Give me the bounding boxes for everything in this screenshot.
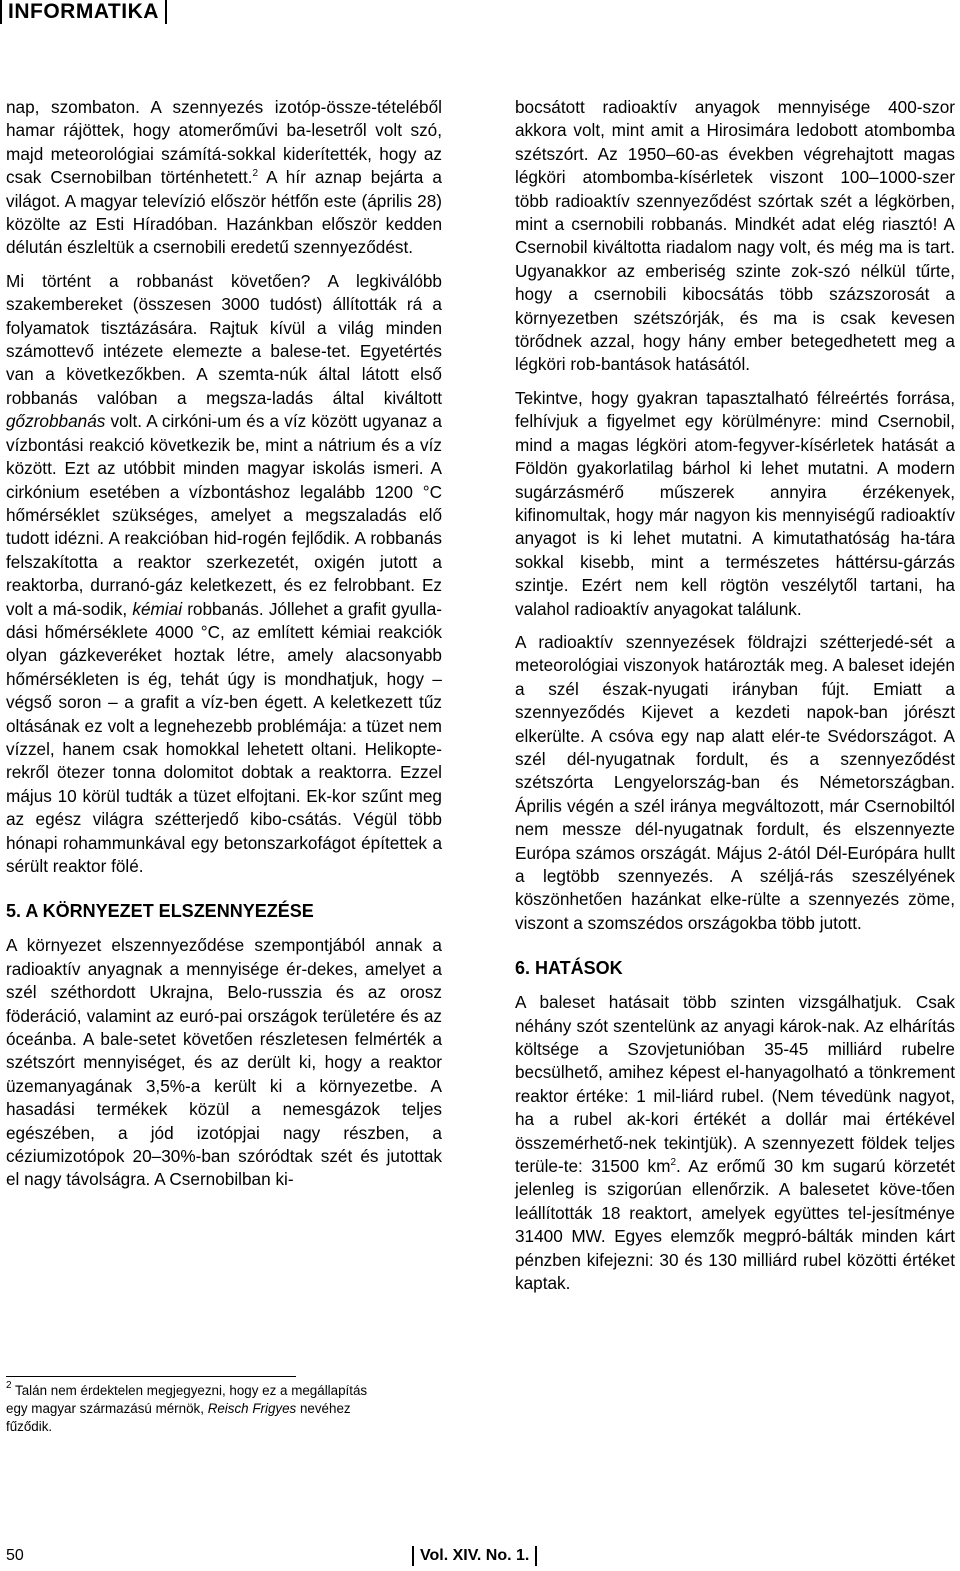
text-run: A baleset hatásait több szinten vizsgálhatjuk. Csak néhány szót szentelünk az anyagi károk-nak. Az elhárítás költsége a Szovjetunióban 35-45 milliárd rubelre becsülhető, amihez képest el-hanyagolható a tönkrement reaktor értéke: 1 mil-liárd rubel. (Nem tévedünk nagyot, ha a rubel ak-kori értékét a dollár mai értékével összemérhető-nek tekintjük). A szennyezett földek teljes terüle-te: 31500 km	[515, 992, 955, 1177]
text-run: nap, szombaton. A szennyezés izotóp-össze-tételéből hamar rájöttek, hogy atomerőművi ba-lesetről volt szó, majd meteorológiai számítá-sokkal kiderítették, hogy az csak Csernobilban történhetett.	[6, 97, 442, 188]
volume-label: Vol. XIV. No. 1.	[412, 1546, 537, 1566]
right-column	[515, 96, 955, 1296]
text-run: Mi történt a robbanást követően? A legkiválóbb szakembereket (összesen 3000 tudóst) állították rá a folyamatok tisztázására. Rajtuk kívül a világ minden számottevő intézete elemezte a balese-tet. Egyetértés van a következőkben. A szemta-núk által látott első robbanás valóban a megsza-ladás által kiváltott	[6, 270, 442, 408]
section-label: INFORMATIKA	[0, 0, 167, 24]
paragraph: Tekintve, hogy gyakran tapasztalható félreértés forrása, felhívjuk a figyelmet egy körülményre: mind Csernobil, mind a magas légköri atom-fegyver-kísérletek hatását a Földön gyakorlatilag bárhol ki lehet mutatni. A modern sugárzásmérő műszerek annyira érzékenyek, kifinomultak, hogy már nagyon kis mennyiségű radioaktív anyagot is ki lehet mutatni. A kimutathatóság ha-tára sokkal kisebb, mint a természetes háttérsu-gárzás szintje. Ezért nem kell rögtön veszélytől tartani, ha valahol radioaktív anyagokat találunk.	[515, 387, 955, 619]
text-run: Talán nem érdektelen megjegyezni, hogy ez a megállapítás egy magyar származású mérnök,	[6, 1383, 368, 1416]
emphasis: gőzrobbanás	[6, 411, 106, 432]
footnote-ref: 2	[252, 168, 259, 180]
text-run: robbanás. Jóllehet a grafit gyulla-dási hőmérséklete 4000 °C, az említett kémiai reakciók olyan gázkeveréket hoztak létre, amely alacsonyabb hőmérsékleten is ég, tehát úgy is mondhatjuk, hogy – végső soron – a grafit a víz-ben égett. A keletkezett tűz oltásának ez volt a legnehezebb problémája: a tüzet nem vízzel, hanem csak homokkal lehetett oltani. Helikopte-rekről ötezer tonna dolomitot dobtak a reaktorra. Ezzel május 10 körül tudták a tüzet elfojtani. Ek-kor szűnt meg az egész világra szétterjedő kibo-csátás. Végül több hónapi rohammunkával egy betonszarkofágot építettek a sérült reaktor fölé.	[6, 598, 442, 876]
paragraph: A radioaktív szennyezések földrajzi szétterjedé-sét a meteorológiai viszonyok határozták meg. A baleset idején a szél észak-nyugati irányban fújt. Emiatt a szennyeződés Kijevet a kezdeti napok-ban jórészt elkerülte. A csóva egy nap alatt elér-te Svédországot. A szél dél-nyugatnak fordult, és a szennyeződést szétszórta Lengyelország-ban és Németországban. Április végén a szél iránya megváltozott, már Csernobiltól nem messze dél-nyugatnak fordult, és elszennyezte Európa számos országát. Május 2-ától Dél-Európára hullt a legtöbb szennyezés. A széljá-rás szeszélyének köszönhetően hazánkat elke-rülte a szennyezés zöme, viszont a szomszédos országokba több jutott.	[515, 631, 955, 933]
text-run: A hír aznap bejárta a világot. A magyar televízió először hétfőn este (április 28) közölte az Esti Híradóban. Hazánkban először kedden délután észleltük a csernobili eredetű szennyeződést.	[6, 167, 442, 258]
paragraph	[6, 270, 442, 879]
footnote-number: 2	[6, 1380, 12, 1391]
text-run: volt. A cirkóni-um és a víz között ugyanaz a vízbontási reakció következik be, mint a nátrium és a víz között. Ezt az utóbbit minden magyar iskolás ismeri. A cirkónium esetében a vízbontáshoz legalább 1200 °C hőmérséklet szükséges, amelyet a megszaladás elő tudott idézni. A reakcióban hid-rogén fejlődik. A robbanás felszakította a reaktor szerkezetét, oxigén jutott a reaktorba, durranó-gáz keletkezett, és ez felrobbant. Ez volt a má-sodik,	[6, 411, 442, 619]
footnote-divider	[6, 1376, 296, 1377]
emphasis: Reisch Frigyes	[207, 1401, 297, 1416]
emphasis: kémiai	[132, 598, 183, 619]
paragraph	[515, 991, 955, 1295]
page-number: 50	[6, 1547, 24, 1564]
section-heading: 5. A KÖRNYEZET ELSZENNYEZÉSE	[6, 901, 314, 922]
text-run: nevéhez fűződik.	[6, 1401, 351, 1434]
paragraph: A környezet elszennyeződése szempontjából annak a radioaktív anyagnak a mennyisége ér-dekes, amelyet a szél széthordott Ukrajna, Belo-russzia és az orosz föderáció, valamint az euró-pai országok területére és az óceánba. A bale-setet követően részletesen felmérték a szétszórt mennyiséget, és az derült ki, hogy a reaktor üzemanyagának 3,5%-a került ki a környezetbe. A hasadási termékek közül a nemesgázok teljes egészében, a jód izotópjai nagy részben, a céziumizotópok 20–30%-ban szóródtak szét és jutottak el nagy távolságra. A Csernobilban ki-	[6, 935, 442, 1190]
superscript: 2	[670, 1157, 676, 1169]
footnote	[6, 1382, 386, 1436]
paragraph	[6, 96, 442, 260]
page-header	[0, 0, 960, 24]
text-run: . Az erőmű 30 km sugarú körzetét jelenleg is szigorúan ellenőrzik. A balesetet köve-tően leállították 18 reaktort, amelyek együttes tel-jesítménye 31400 MW. Egyes elemzők megpró-bálták minden kárt pénzben kifejezni: 30 és 130 milliárd rubel közötti értéket kaptak.	[515, 1156, 955, 1294]
paragraph: bocsátott radioaktív anyagok mennyisége 400-szor akkora volt, mint amit a Hirosimára ledobott atombomba szétszórt. Az 1950–60-as években végrehajtott magas légköri atombomba-kísérletek viszont 100–1000-szer több radioaktív szennyeződést szórtak szét a légkörben, mint a csernobili robbanás. Mindkét adat elég riasztó! A Csernobil kiváltotta riadalom nagy volt, és még ma is tart. Ugyanakkor az emberiség szinte zok-szó nélkül tűrte, hogy a csernobili kibocsátás több százszorosát a környezetben szétszórják, és ma is csak kevesen törődnek azzal, hogy hány ember betegedhetett meg a légköri rob-bantások hatásától.	[515, 97, 955, 375]
left-column	[6, 96, 442, 1192]
section-heading: 6. HATÁSOK	[515, 958, 623, 979]
